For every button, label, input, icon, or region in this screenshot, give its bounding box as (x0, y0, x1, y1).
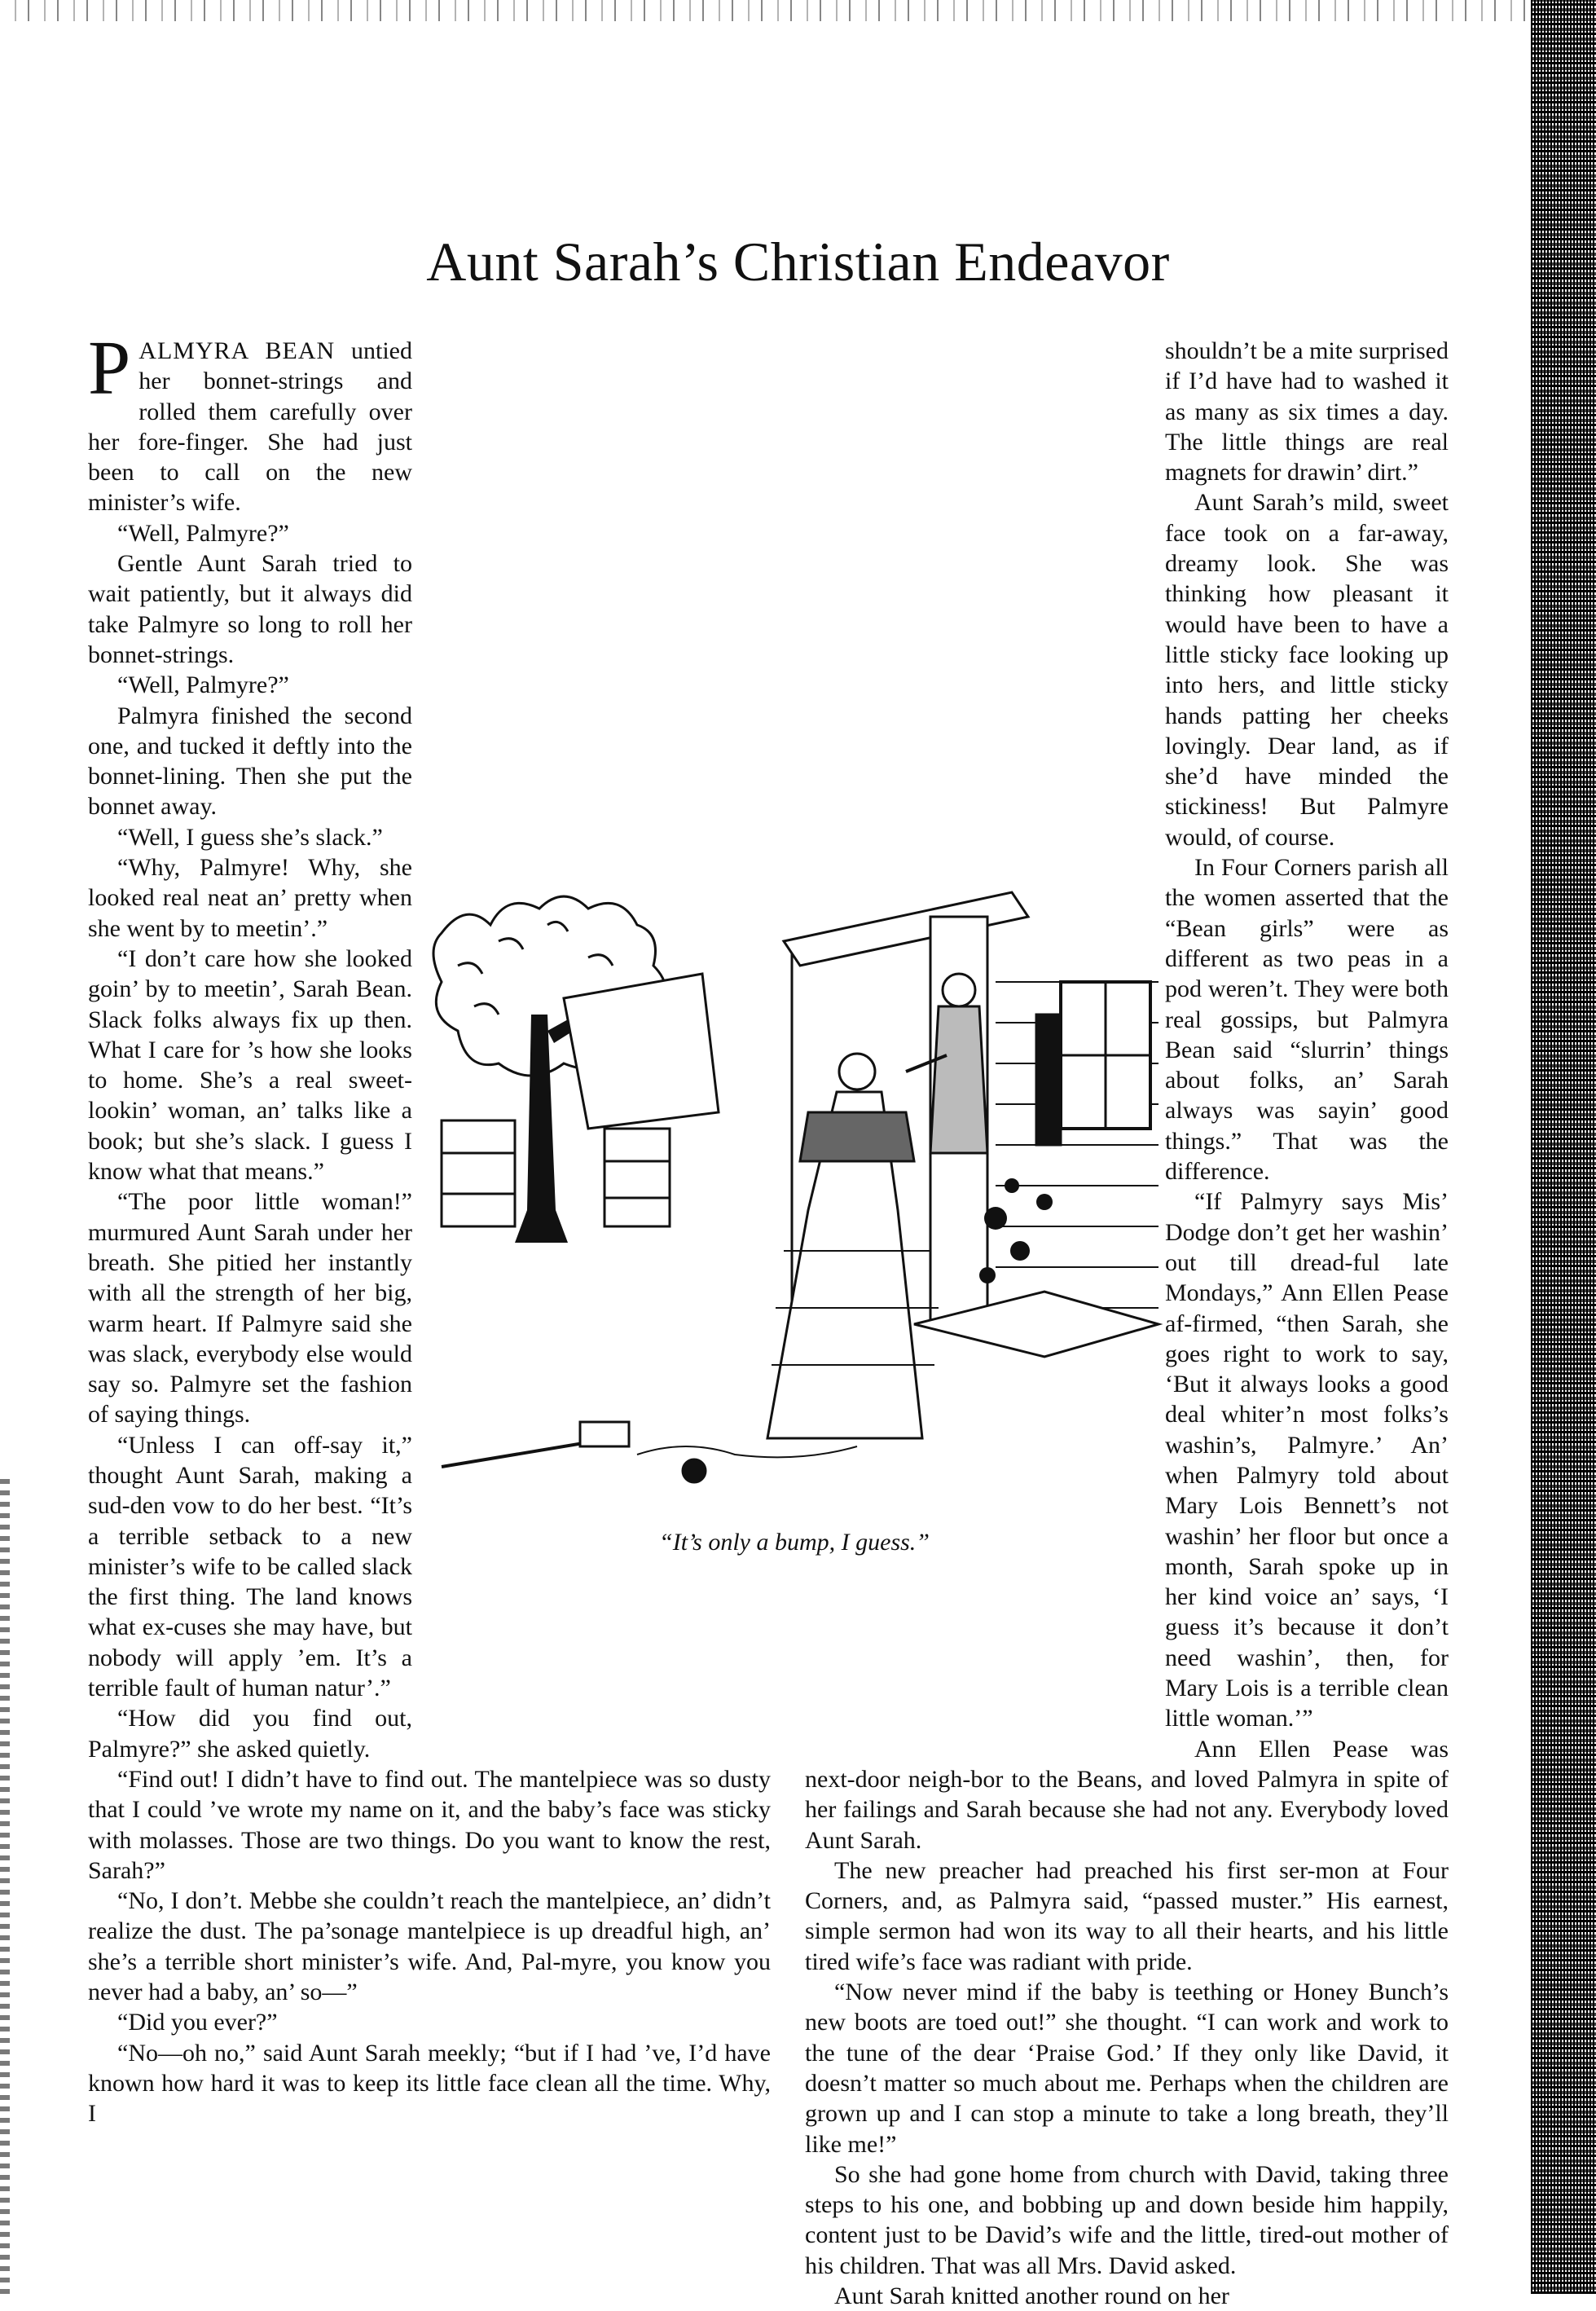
paragraph: “No, I don’t. Mebbe she couldn’t reach the mantelpiece, an’ didn’t realize the dust. The pa’sonage mantelpiece is up dreadful high, an’ she’s a terrible short minister’s wife. And, Pal-myre, you know you never had a baby, an’ so—” (88, 1887, 771, 2006)
illustration-porch-scene (425, 868, 1163, 1536)
paragraph-text: untied her bonnet-strings and rolled them carefully over her fore-finger. She had just been to call on the new minister’s wife. (88, 337, 412, 517)
paragraph: Aunt Sarah’s mild, sweet face took on a far-away, dreamy look. She was thinking how pleasant it would have been to have a little sticky face looking up into hers, and little sticky hands patting her cheeks lovingly. Dear land, as if she’d have minded the stickiness! But Palmyre would, of course. (1165, 489, 1449, 851)
opening-small-caps: ALMYRA BEAN (138, 337, 336, 364)
paragraph: “Did you ever?” (117, 2009, 278, 2036)
paragraph: In Four Corners parish all the women asserted that the “Bean girls” were as different as two peas in a pod weren’t. They were both real gossips, but Palmyra Bean said “slurrin’ things about folks, an’ Sarah always was sayin’ good things.” That was the difference. (1165, 854, 1449, 1186)
paragraph: Ann Ellen Pease was next-door neigh-bor to the Beans, and loved Palmyra in spite of her failings and Sarah because she had not any. Everybody loved Aunt Sarah. (805, 1735, 1449, 1854)
paragraph: Gentle Aunt Sarah tried to wait patiently, but it always did take Palmyre so long to roll her bonnet-strings. (88, 550, 412, 668)
paragraph: “Now never mind if the baby is teething or Honey Bunch’s new boots are toed out!” she thought. “I can work and work to the tune of the dear ‘Praise God.’ If they only like David, it doesn’t matter so much about me. Perhaps when the children are grown up and I can stop a minute to take a long breath, they’ll like me!” (805, 1979, 1449, 2158)
paragraph: shouldn’t be a mite surprised if I’d have had to washed it as many as six times a day. The little things are real magnets for drawin’ dirt.” (1165, 337, 1449, 486)
paragraph: “How did you find out, Palmyre?” she asked quietly. (88, 1705, 412, 1763)
paragraph: “Unless I can off-say it,” thought Aunt Sarah, making a sud-den vow to do her best. “It’s a terrible setback to a new minister’s wife to be called slack the first thing. The land knows what ex-cuses she may have, but nobody will apply ’em. It’s a terrible fault of human natur’.” (88, 1431, 412, 1702)
paragraph: “Well, I guess she’s slack.” (117, 823, 383, 851)
paragraph: Palmyra finished the second one, and tucked it deftly into the bonnet-lining. Then she put the bonnet away. (88, 702, 412, 821)
paragraph: Aunt Sarah knitted another round on her (834, 2282, 1229, 2309)
scan-left-edge (0, 1479, 10, 2294)
first-paragraph (88, 326, 771, 518)
paragraph: “If Palmyry says Mis’ Dodge don’t get her washin’ out till dread-ful late Mondays,” Ann Ellen Pease af-firmed, “then Sarah, she goes right to work to say, ‘But it always looks a good deal whiter’n most folks’s washin’s, Palmyre.’ An’ when Palmyry told about Mary Lois Bennett’s not washin’ her floor but once a month, Sarah spoke up in her kind voice an’ says, ‘I guess it’s because it don’t need washin’, then, for Mary Lois is a terrible clean little woman.’” (1165, 1188, 1449, 1732)
scan-top-noise (0, 0, 1532, 21)
paragraph: “I don’t care how she looked goin’ by to meetin’, Sarah Bean. Slack folks always fix up then. What I care for ’s how she looks to home. She’s a real sweet-lookin’ woman, an’ talks like a book; but she’s slack. I guess I know what that means.” (88, 944, 412, 1186)
paragraph: So she had gone home from church with David, taking three steps to his one, and bobbing up and down beside him happily, content just to be David’s wife and the little, tired-out mother of his children. That was all Mrs. David asked. (805, 2160, 1449, 2279)
paragraph: “Why, Palmyre! Why, she looked real neat an’ pretty when she went by to meetin’.” (88, 854, 412, 942)
paragraph: “The poor little woman!” murmured Aunt Sarah under her breath. She pitied her instantly with all the strength of her big, warm heart. If Palmyre said she was slack, everybody else would say so. Palmyre set the fashion of saying things. (88, 1188, 412, 1428)
paragraph: The new preacher had preached his first ser-mon at Four Corners, and, as Palmyra said, “passed muster.” His earnest, simple sermon had won its way to all their hearts, and his little tired wife’s face was radiant with pride. (805, 1856, 1449, 1975)
paragraph: “Find out! I didn’t have to find out. The mantelpiece was so dusty that I could ’ve wrote my name on it, and the baby’s face was sticky with molasses. Those are two things. Do you want to know the rest, Sarah?” (88, 1765, 771, 1884)
paragraph: “Well, Palmyre?” (117, 671, 289, 699)
paragraph: “Well, Palmyre?” (117, 519, 289, 547)
laundry-sheet (564, 974, 719, 1129)
illustration-caption: “It’s only a bump, I guess.” (659, 1529, 930, 1556)
article-title: Aunt Sarah’s Christian Endeavor (426, 231, 1170, 293)
scan-right-edge (1531, 0, 1596, 2294)
drop-cap: P (88, 326, 131, 411)
paragraph: “No—oh no,” said Aunt Sarah meekly; “but if I had ’ve, I’d have known how hard it was to keep its little face clean all the time. Why, I (88, 2039, 771, 2128)
